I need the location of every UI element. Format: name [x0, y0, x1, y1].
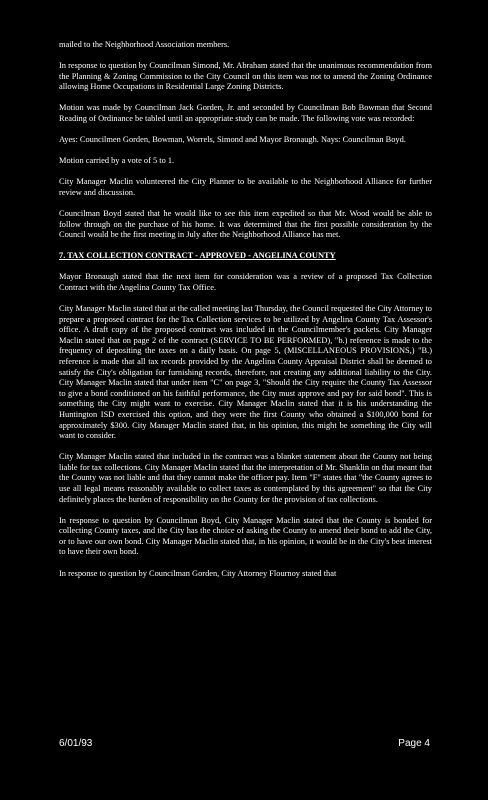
- paragraph: City Manager Maclin volunteered the City Planner to be available to the Neighborhood Alliance for further review and discussion.: [59, 177, 432, 197]
- footer-date: 6/01/93: [59, 738, 93, 749]
- paragraph: Motion was made by Councilman Jack Gorden, Jr. and seconded by Councilman Bob Bowman that Second Reading of Ordinance be tabled until an appropriate study can be made. The following vote was recorded:: [59, 103, 432, 123]
- paragraph: Mayor Bronaugh stated that the next item for consideration was a review of a proposed Tax Collection Contract with the Angelina County Tax Office.: [59, 272, 432, 292]
- paragraph: In response to question by Councilman Gorden, City Attorney Flournoy stated that: [59, 568, 337, 578]
- section-heading: 7. TAX COLLECTION CONTRACT - APPROVED - ANGELINA COUNTY: [59, 251, 336, 261]
- paragraph: Councilman Boyd stated that he would like to see this item expedited so that Mr. Wood would be able to follow through on the purchase of his home. It was determined that the first possible consideration by the Council would be the first meeting in July after the Neighborhood Alliance has met.: [59, 208, 432, 240]
- paragraph: Ayes: Councilmen Gorden, Bowman, Worrels, Simond and Mayor Bronaugh. Nays: Councilman Boyd.: [59, 135, 406, 145]
- paragraph: In response to question by Councilman Boyd, City Manager Maclin stated that the County is bonded for collecting County taxes, and the City has the choice of asking the County to amend their bond to add the City, or to have our own bond. City Manager Maclin stated that, in his opinion, it would be in the City's best interest to have their own bond.: [59, 515, 432, 557]
- footer-page-number: Page 4: [398, 738, 430, 749]
- paragraph: In response to question by Councilman Simond, Mr. Abraham stated that the unanimous recommendation from the Planning & Zoning Commission to the City Council on this item was not to amend the Zoning Ordinance allowing Home Occupations in Residential Large Zoning Districts.: [59, 61, 432, 92]
- minutes-body: [59, 40, 432, 590]
- paragraph: City Manager Maclin stated that at the called meeting last Thursday, the Council requested the City Attorney to prepare a proposed contract for the Tax Collection services to be utilized by Angelina County Tax Assessor's office. A draft copy of the proposed contract was included in the Councilmember's packets. City Manager Maclin stated that on page 2 of the contract (SERVICE TO BE PERFORMED), "b.) reference is made to the frequency of depositing the taxes on a daily basis. On page 5, (MISCELLANEOUS PROVISIONS,) "B.) reference is made that all tax records provided by the Angelina County Appraisal District shall be deemed to satisfy the City's obligation for furnishing records, therefore, not creating any additional liability to the City. City Manager Maclin stated that under item "C" on page 3, "Should the City require the County Tax Assessor to give a bond conditioned on his faithful performance, the City must approve and pay for said bond". This is something the City might want to exercise. City Manager Maclin stated that it is his understanding the Huntington ISD exercised this option, and they were the first County who obtained a $100,000 bond for approximately $300. City Manager Maclin stated that, in his opinion, this might be something the City will want to consider.: [59, 304, 432, 441]
- paragraph: City Manager Maclin stated that included in the contract was a blanket statement about the County not being liable for tax collections. City Manager Maclin stated that the interpretation of Mr. Shanklin on that meant that the County was not liable and that they cannot make the officer pay. Item "F" states that "the County agrees to use all legal means reasonably available to collect taxes as contemplated by this agreement" so that the City definitely places the burden of responsibility on the County for the provision of tax collections.: [59, 452, 432, 504]
- paragraph: Motion carried by a vote of 5 to 1.: [59, 156, 175, 166]
- paragraph: mailed to the Neighborhood Association members.: [59, 40, 230, 49]
